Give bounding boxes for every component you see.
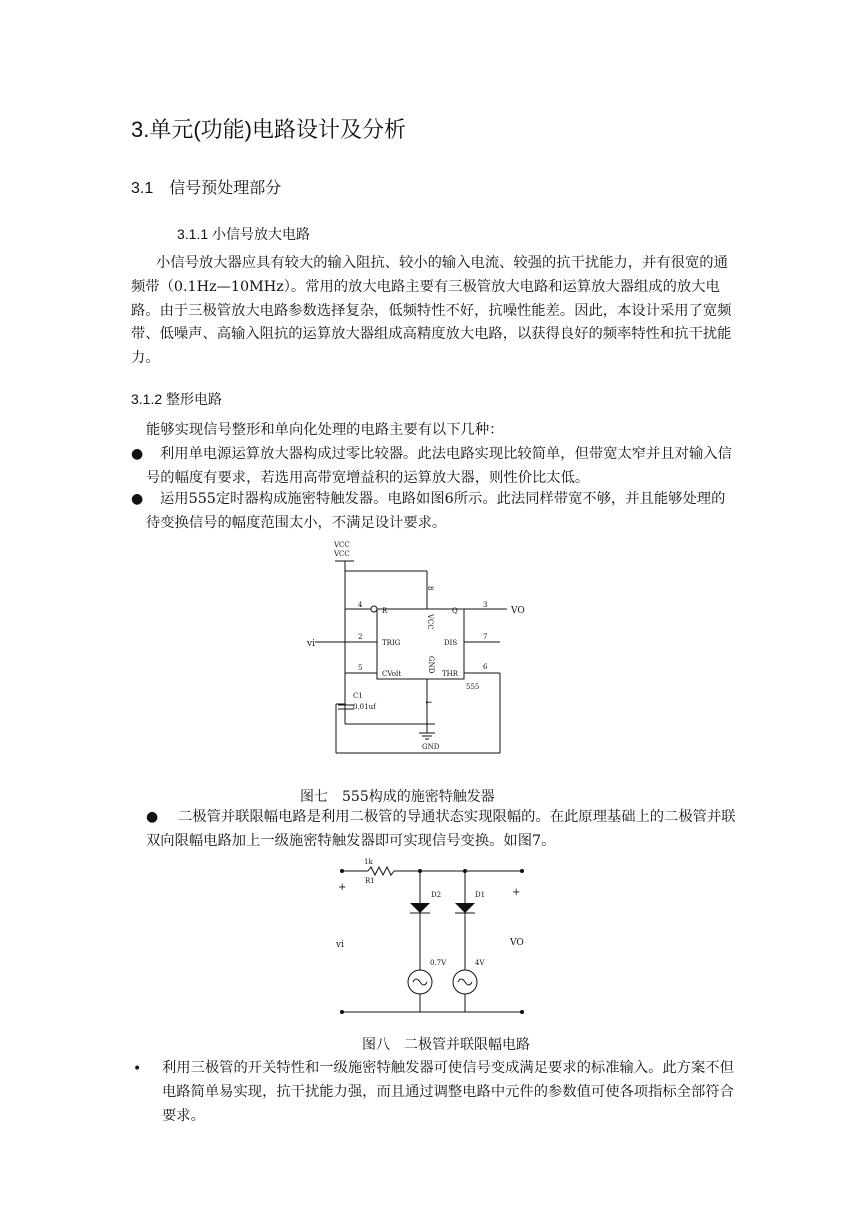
bullet-icon: • [133, 1061, 142, 1077]
vcc-sub-label: VCC [334, 550, 350, 558]
schematic-diode-limiter [330, 855, 530, 1020]
d1-label: D1 [475, 891, 486, 899]
pin-2-label: 2 [358, 633, 363, 641]
chip-trig-label: TRIG [382, 639, 401, 647]
bullet-icon: ● [131, 491, 144, 507]
list-item-text: 运用555定时器构成施密特触发器。电路如图6所示。此法同样带宽不够，并且能够处理的待变换信号的幅度范围太小，不满足设计要求。 [146, 491, 726, 531]
chip-r-label: R [382, 607, 388, 615]
paragraph-311: 小信号放大器应具有较大的输入阻抗、较小的输入电流、较强的抗干扰能力，并有很宽的通频带（0.1Hz—10MHz）。常用的放大电路主要有三极管放大电路和运算放大器组成的放大电路。由于三极管放大电路参数选择复杂，低频特性不好，抗噪性能差。因此，本设计采用了宽频带、低噪声、高输入阻抗的运算放大器组成高精度放大电路，以获得良好的频率特性和抗干扰能力。 [131, 255, 732, 367]
source-4v-label: 4V [475, 959, 485, 967]
pin-3-label: 3 [483, 601, 488, 609]
source-07v-label: 0.7V [430, 959, 447, 967]
list-item-text: 二极管并联限幅电路是利用二极管的导通状态实现限幅的。在此原理基础上的二极管并联双向限幅电路加上一级施密特触发器即可实现信号变换。如图7。 [146, 809, 736, 849]
pin-8-label: 8 [426, 586, 434, 591]
chip-gnd-label: GND [427, 656, 435, 674]
chip-dis-label: DIS [444, 639, 458, 647]
vo-label: VO [511, 606, 525, 616]
plus-left-label: + [338, 882, 347, 893]
bullet-icon: ● [146, 809, 159, 825]
r1-label: R1 [365, 877, 375, 885]
chip-thr-label: THR [442, 670, 459, 678]
vo-label: VO [510, 938, 524, 948]
chip-vcc-label: VCC [426, 614, 434, 630]
vi-label: vi [336, 940, 344, 950]
vi-label: vi [307, 639, 315, 649]
bullet-icon: ● [131, 446, 144, 462]
subsection-title: 3.1 信号预处理部分 [131, 180, 282, 197]
vcc-label: VCC [334, 541, 350, 549]
chip-555-label: 555 [466, 683, 480, 691]
paragraph-312-intro: 能够实现信号整形和单向化处理的电路主要有以下几种： [146, 422, 504, 438]
c1-label: C1 [353, 692, 363, 700]
d2-label: D2 [431, 891, 442, 899]
pin-7-label: 7 [483, 633, 488, 641]
plus-right-label: + [512, 887, 521, 898]
section-title: 3.单元(功能)电路设计及分析 [131, 117, 407, 142]
pin-6-label: 6 [483, 663, 488, 671]
gnd-label: GND [422, 743, 440, 751]
figure-7-caption: 图七 555构成的施密特触发器 [300, 789, 495, 805]
r1-value-label: 1k [364, 858, 373, 866]
c1-value-label: 0.01uf [353, 703, 376, 711]
pin-5-label: 5 [358, 664, 363, 672]
figure-8-caption: 图八 二极管并联限幅电路 [362, 1037, 530, 1053]
sub-311-title: 3.1.1 小信号放大电路 [177, 226, 311, 242]
schematic-555-schmitt [300, 538, 540, 763]
pin-4-label: 4 [358, 601, 363, 609]
sub-312-title: 3.1.2 整形电路 [131, 391, 223, 407]
list-item-text: 利用单电源运算放大器构成过零比较器。此法电路实现比较简单，但带宽太窄并且对输入信号的幅度有要求，若选用高带宽增益积的运算放大器，则性价比太低。 [146, 446, 732, 486]
chip-q-label: Q [452, 607, 458, 615]
chip-cvolt-label: CVolt [382, 670, 402, 678]
list-item-text: 利用三极管的开关特性和一级施密特触发器可使信号变成满足要求的标准输入。此方案不但电路简单易实现，抗干扰能力强，而且通过调整电路中元件的参数值可使各项指标全部符合要求。 [162, 1060, 734, 1124]
pin-1-label: 1 [424, 700, 432, 705]
